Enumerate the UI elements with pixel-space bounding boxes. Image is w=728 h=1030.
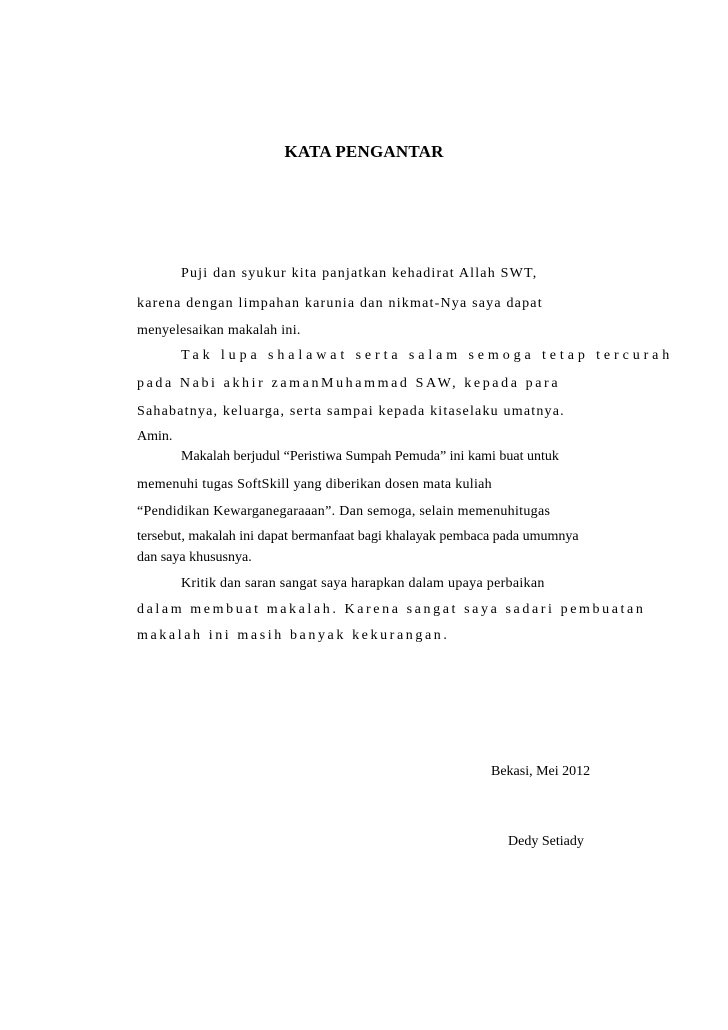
paragraph-line: Sahabatnya, keluarga, serta sampai kepada kitaselaku umatnya. bbox=[137, 404, 565, 419]
page-title: KATA PENGANTAR bbox=[284, 142, 444, 161]
paragraph-line: makalah ini masih banyak kekurangan. bbox=[137, 628, 450, 643]
paragraph-line: Puji dan syukur kita panjatkan kehadirat Allah SWT, bbox=[181, 266, 538, 281]
paragraph-line: pada Nabi akhir zamanMuhammad SAW, kepada para bbox=[137, 376, 561, 391]
paragraph-line: Kritik dan saran sangat saya harapkan dalam upaya perbaikan bbox=[181, 576, 545, 591]
paragraph-line: tersebut, makalah ini dapat bermanfaat bagi khalayak pembaca pada umumnya bbox=[137, 529, 579, 544]
paragraph-line: memenuhi tugas SoftSkill yang diberikan dosen mata kuliah bbox=[137, 477, 492, 492]
paragraph-line: menyelesaikan makalah ini. bbox=[137, 323, 301, 338]
paragraph-line: karena dengan limpahan karunia dan nikmat-Nya saya dapat bbox=[137, 296, 543, 311]
paragraph-line: “Pendidikan Kewarganegaraaan”. Dan semoga, selain memenuhitugas bbox=[137, 504, 551, 519]
paragraph-line: Tak lupa shalawat serta salam semoga tetap tercurah bbox=[181, 348, 674, 363]
paragraph-line: Amin. bbox=[137, 429, 173, 444]
paragraph-line: dalam membuat makalah. Karena sangat saya sadari pembuatan bbox=[137, 602, 646, 617]
paragraph-line: dan saya khususnya. bbox=[137, 550, 252, 565]
author-name: Dedy Setiady bbox=[508, 834, 584, 849]
place-date: Bekasi, Mei 2012 bbox=[491, 764, 591, 779]
paragraph-line: Makalah berjudul “Peristiwa Sumpah Pemuda” ini kami buat untuk bbox=[181, 449, 559, 464]
